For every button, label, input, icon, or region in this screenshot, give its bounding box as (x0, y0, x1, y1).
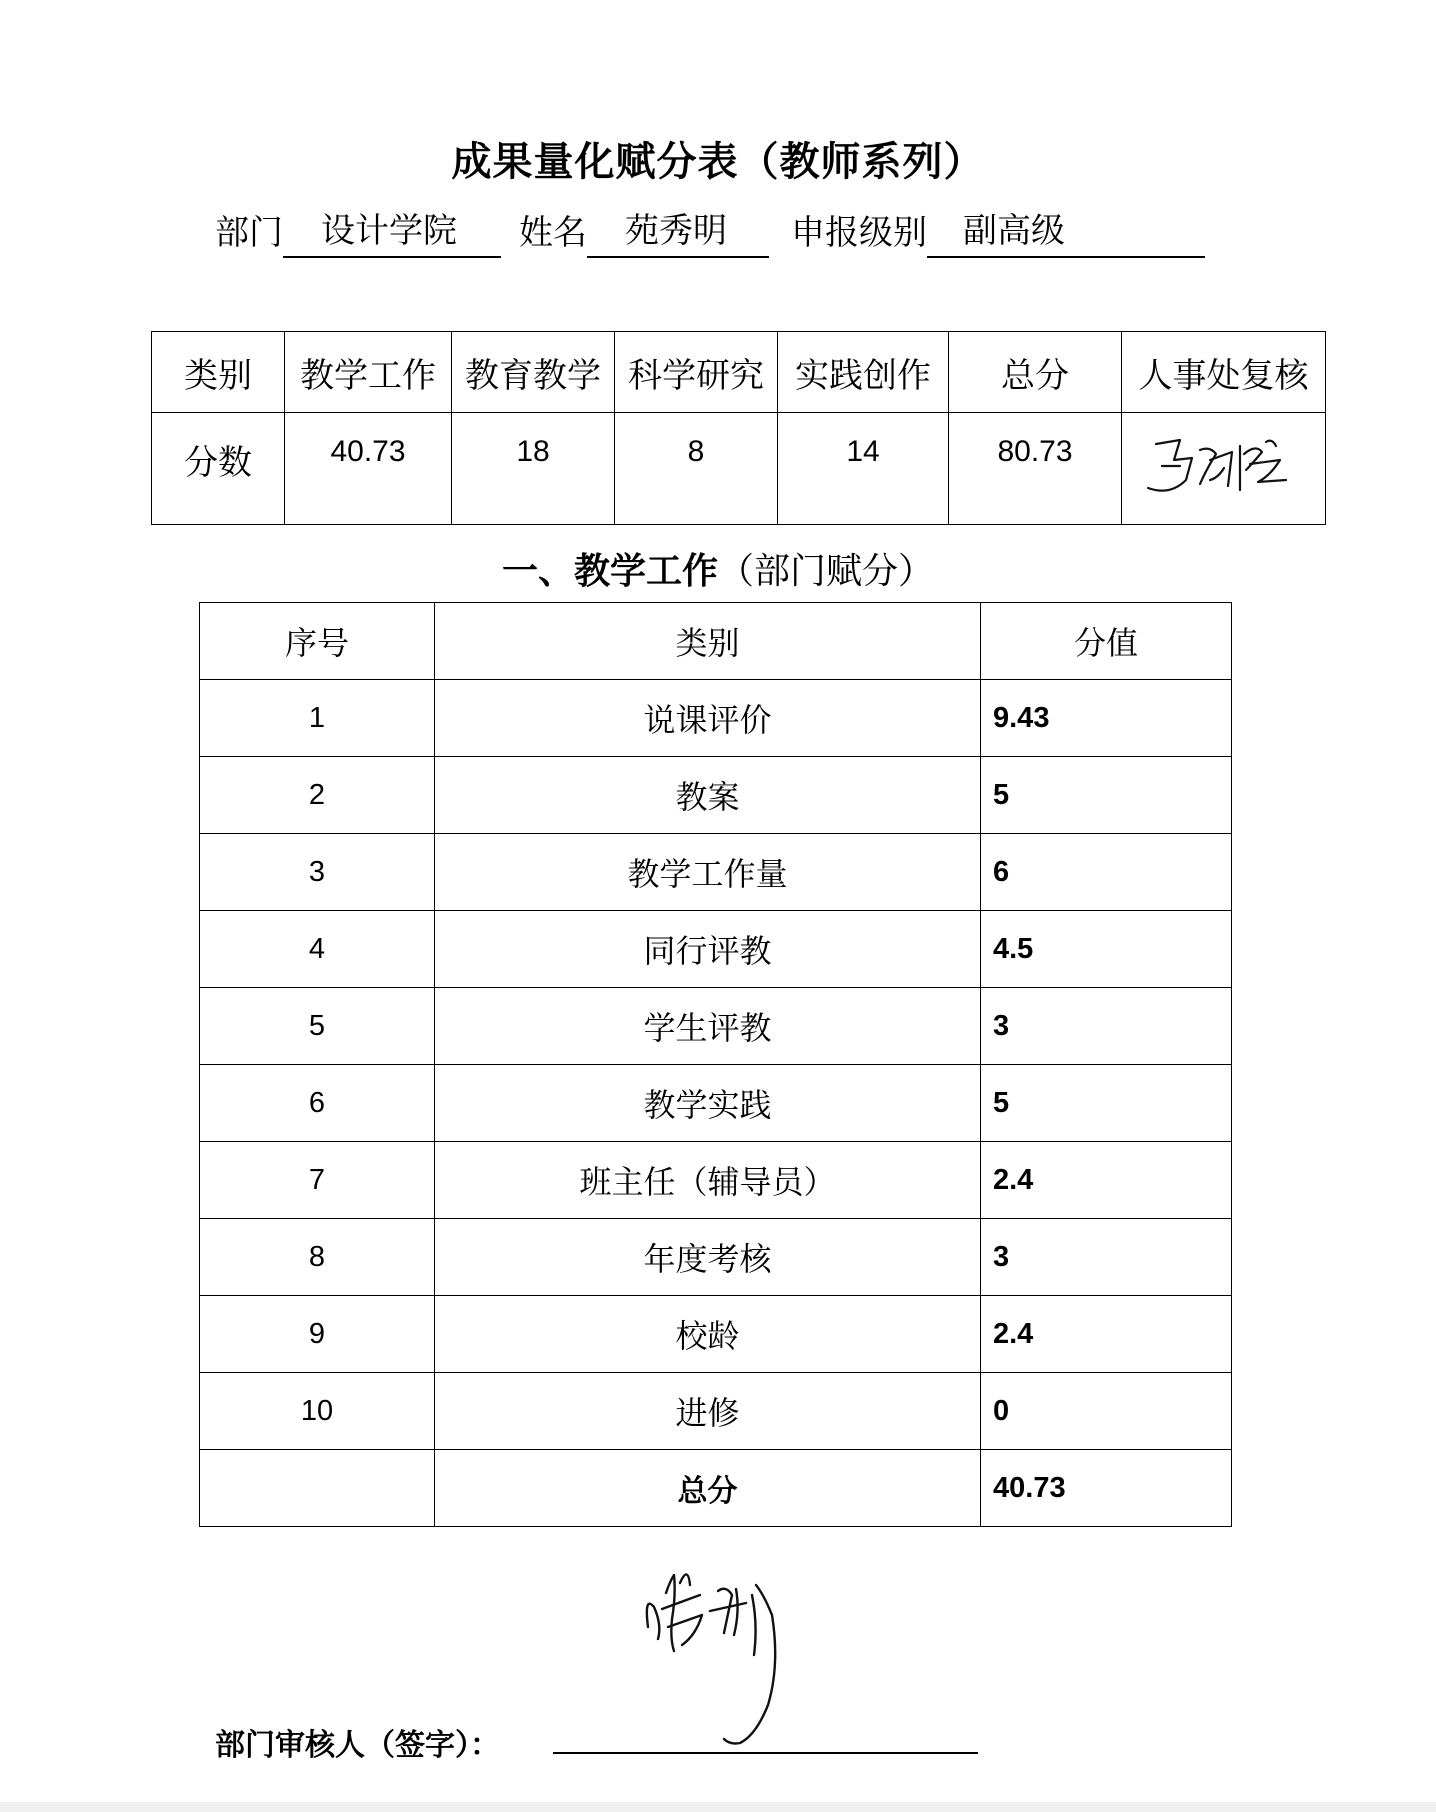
row-category: 校龄 (435, 1296, 981, 1373)
row-number: 7 (200, 1142, 435, 1219)
row-category: 同行评教 (435, 911, 981, 988)
row-score: 5 (981, 1065, 1232, 1142)
row-number: 3 (200, 834, 435, 911)
table-row (200, 757, 1232, 834)
row-number: 2 (200, 757, 435, 834)
level-value: 副高级 (927, 203, 1205, 258)
row-score: 2.4 (981, 1142, 1232, 1219)
summary-header: 科学研究 (615, 332, 778, 413)
column-header: 序号 (200, 603, 435, 680)
summary-value: 14 (778, 413, 949, 525)
table-row (200, 911, 1232, 988)
row-number: 8 (200, 1219, 435, 1296)
summary-value: 40.73 (285, 413, 452, 525)
table-row (200, 1296, 1232, 1373)
column-header: 分值 (981, 603, 1232, 680)
row-score: 6 (981, 834, 1232, 911)
summary-header: 总分 (949, 332, 1122, 413)
row-score: 3 (981, 988, 1232, 1065)
signature-line (553, 1752, 978, 1754)
table-row (200, 1219, 1232, 1296)
dept-value: 设计学院 (283, 203, 501, 258)
summary-header: 实践创作 (778, 332, 949, 413)
table-row (200, 988, 1232, 1065)
table-row (200, 1065, 1232, 1142)
row-category: 教学工作量 (435, 834, 981, 911)
row-number: 1 (200, 680, 435, 757)
row-score: 4.5 (981, 911, 1232, 988)
row-number: 9 (200, 1296, 435, 1373)
summary-header: 类别 (152, 332, 285, 413)
dept-reviewer-label: 部门审核人（签字）： (215, 1728, 500, 1763)
teaching-work-table (199, 602, 1232, 1527)
name-value: 苑秀明 (587, 203, 769, 258)
dept-reviewer-signature (640, 1555, 810, 1755)
table-row (200, 1373, 1232, 1450)
summary-header: 教育教学 (452, 332, 615, 413)
row-score: 2.4 (981, 1296, 1232, 1373)
row-score: 3 (981, 1219, 1232, 1296)
dept-label: 部门 (215, 213, 283, 253)
row-score: 9.43 (981, 680, 1232, 757)
summary-header: 教学工作 (285, 332, 452, 413)
table-row (200, 834, 1232, 911)
total-empty-cell (200, 1450, 435, 1527)
column-header: 类别 (435, 603, 981, 680)
page-title: 成果量化赋分表（教师系列） (451, 139, 985, 185)
table-row (200, 1142, 1232, 1219)
hr-reviewer-signature (1140, 430, 1300, 500)
row-category: 进修 (435, 1373, 981, 1450)
summary-value: 8 (615, 413, 778, 525)
applicant-info (215, 212, 1205, 258)
row-number: 5 (200, 988, 435, 1065)
row-category: 学生评教 (435, 988, 981, 1065)
total-row (200, 1450, 1232, 1527)
summary-header-row (152, 332, 1326, 413)
table-header-row (200, 603, 1232, 680)
name-label: 姓名 (519, 213, 587, 253)
section-title: 一、教学工作 (501, 551, 718, 592)
row-category: 年度考核 (435, 1219, 981, 1296)
summary-value: 80.73 (949, 413, 1122, 525)
row-score: 0 (981, 1373, 1232, 1450)
section-note: （部门赋分） (718, 551, 935, 592)
row-category: 教学实践 (435, 1065, 981, 1142)
summary-row-label: 分数 (152, 413, 285, 525)
row-number: 4 (200, 911, 435, 988)
row-number: 10 (200, 1373, 435, 1450)
level-label: 申报级别 (791, 213, 927, 253)
total-value: 40.73 (981, 1450, 1232, 1527)
summary-value: 18 (452, 413, 615, 525)
summary-header: 人事处复核 (1122, 332, 1326, 413)
row-category: 说课评价 (435, 680, 981, 757)
row-score: 5 (981, 757, 1232, 834)
page-bottom-edge (0, 1802, 1436, 1812)
row-number: 6 (200, 1065, 435, 1142)
table-row (200, 680, 1232, 757)
row-category: 班主任（辅导员） (435, 1142, 981, 1219)
row-category: 教案 (435, 757, 981, 834)
total-label: 总分 (435, 1450, 981, 1527)
section-heading (0, 543, 1436, 594)
